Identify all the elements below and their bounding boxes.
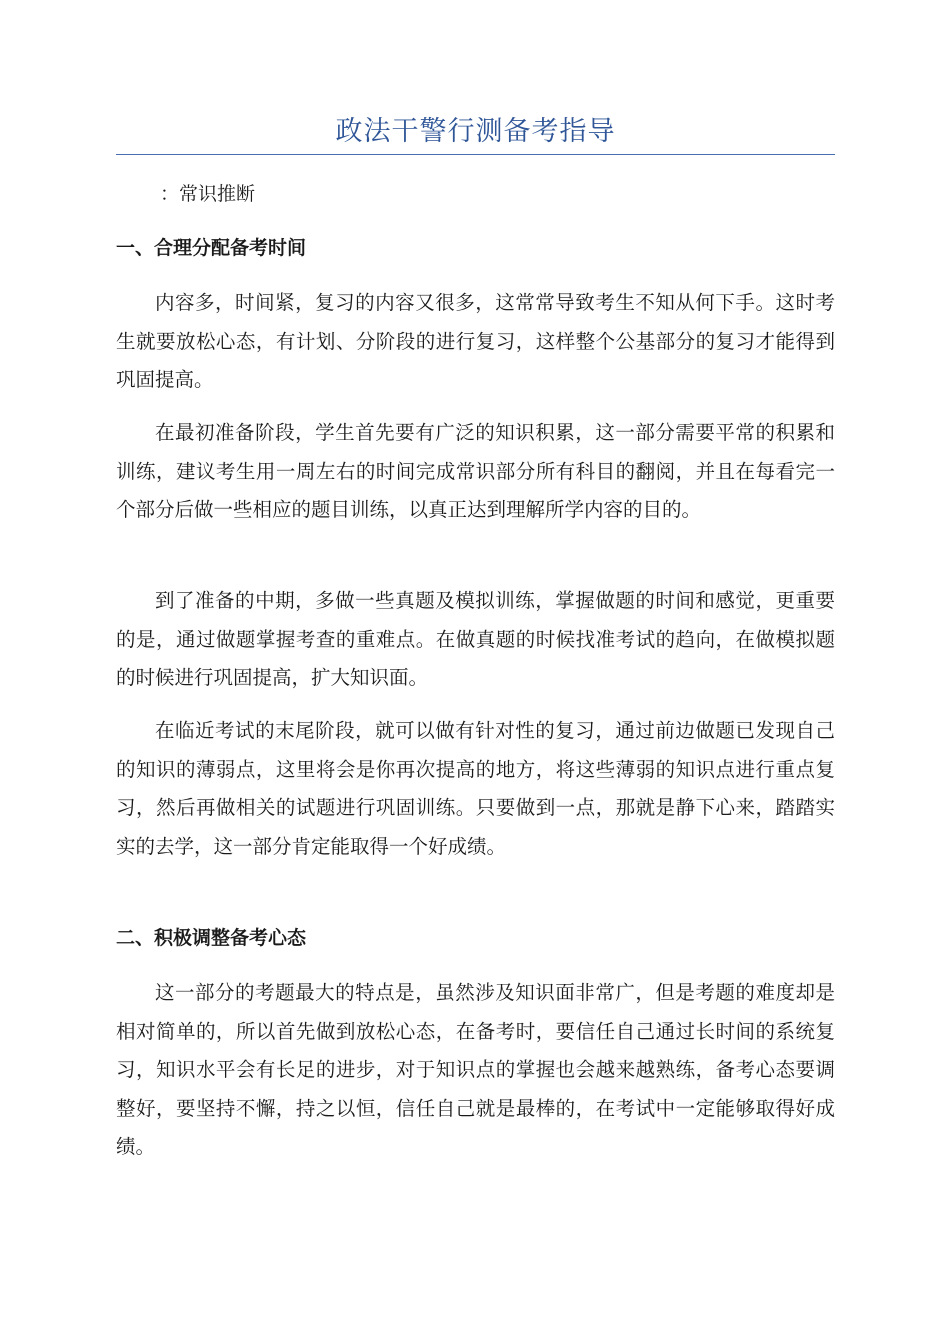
section-heading-2: 二、积极调整备考心态 bbox=[116, 927, 307, 949]
section-1-paragraph-2: 在最初准备阶段，学生首先要有广泛的知识积累，这一部分需要平常的积累和训练，建议考生用一周左右的时间完成常识部分所有科目的翻阅，并且在每看完一个部分后做一些相应的题目训练，以真正达到理解所学内容的目的。 bbox=[116, 421, 835, 521]
title-underline bbox=[116, 154, 835, 155]
document-title: 政法干警行测备考指导 bbox=[335, 116, 616, 147]
section-heading-1: 一、合理分配备考时间 bbox=[116, 237, 307, 259]
section-1-paragraph-3: 到了准备的中期，多做一些真题及模拟训练，掌握做题的时间和感觉，更重要的是，通过做题掌握考查的重难点。在做真题的时候找准考试的趋向，在做模拟题的时候进行巩固提高，扩大知识面。 bbox=[116, 589, 835, 689]
section-1-paragraph-4: 在临近考试的末尾阶段，就可以做有针对性的复习，通过前边做题已发现自己的知识的薄弱点，这里将会是你再次提高的地方，将这些薄弱的知识点进行重点复习，然后再做相关的试题进行巩固训练。只要做到一点，那就是静下心来，踏踏实实的去学，这一部分肯定能取得一个好成绩。 bbox=[116, 719, 835, 858]
section-2-paragraph-1: 这一部分的考题最大的特点是，虽然涉及知识面非常广，但是考题的难度却是相对简单的，所以首先做到放松心态，在备考时，要信任自己通过长时间的系统复习，知识水平会有长足的进步，对于知识点的掌握也会越来越熟练，备考心态要调整好，要坚持不懈，持之以恒，信任自己就是最棒的，在考试中一定能够取得好成绩。 bbox=[116, 981, 835, 1158]
section-1-paragraph-1: 内容多，时间紧，复习的内容又很多，这常常导致考生不知从何下手。这时考生就要放松心态，有计划、分阶段的进行复习，这样整个公基部分的复习才能得到巩固提高。 bbox=[116, 291, 835, 391]
document-subtitle: ：常识推断 bbox=[160, 183, 256, 205]
